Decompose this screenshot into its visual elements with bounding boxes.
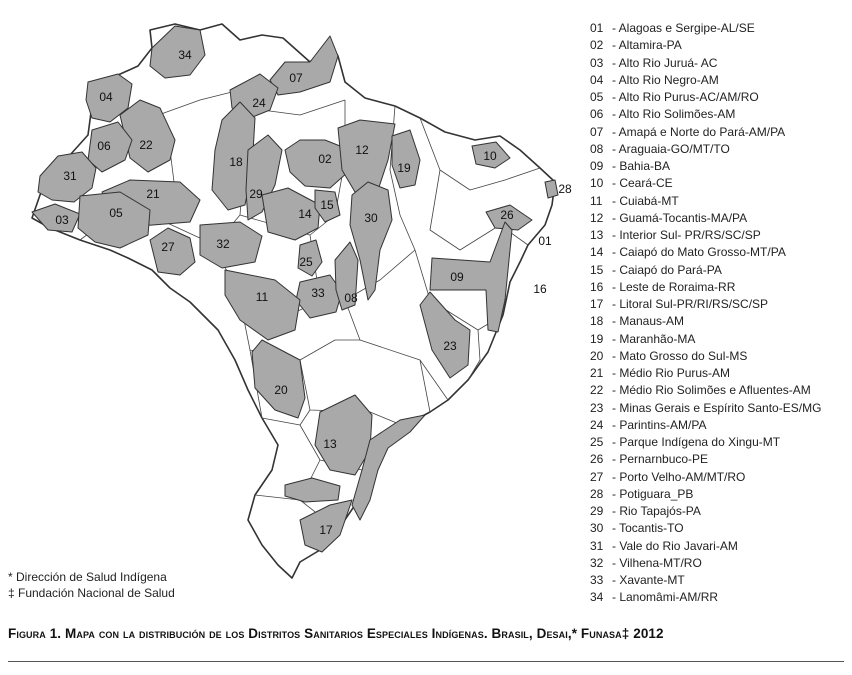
legend-item — [590, 89, 845, 106]
district-label: 20 — [274, 383, 288, 398]
legend-item — [590, 589, 845, 606]
district-label: 09 — [450, 270, 464, 285]
district-label: 08 — [344, 291, 358, 306]
legend-item — [590, 469, 845, 486]
district-label: 22 — [139, 138, 153, 153]
district-label: 02 — [318, 152, 332, 167]
district-label: 06 — [97, 139, 111, 154]
legend-number: 08 — [590, 141, 604, 156]
legend-number: 28 — [590, 486, 604, 501]
legend-number: 16 — [590, 279, 604, 294]
legend-number: 24 — [590, 417, 604, 432]
legend-number: 12 — [590, 210, 604, 225]
legend-number: 26 — [590, 452, 604, 467]
district-label: 33 — [311, 286, 325, 301]
legend-district-name: - Parque Indígena do Xingu-MT — [612, 435, 781, 449]
legend-district-name: - Altamira-PA — [612, 38, 682, 53]
legend-district-name: - Cuiabá-MT — [612, 193, 679, 208]
district-label: 30 — [364, 211, 378, 226]
district-label: 19 — [397, 161, 411, 176]
district-label: 12 — [355, 143, 369, 158]
legend-number: 30 — [590, 521, 604, 536]
legend-district-name: - Alagoas e Sergipe-AL/SE — [612, 21, 755, 35]
legend-number: 07 — [590, 124, 604, 139]
legend-district-name: - Alto Rio Solimões-AM — [612, 107, 736, 122]
legend-district-name: - Guamá-Tocantis-MA/PA — [612, 210, 748, 225]
legend-number: 25 — [590, 435, 604, 449]
legend-item — [590, 296, 845, 313]
legend-number: 13 — [590, 228, 604, 242]
legend-number: 33 — [590, 573, 604, 587]
caption-rule — [8, 661, 844, 662]
legend-district-name: - Alto Rio Negro-AM — [612, 72, 719, 87]
legend-district-name: - Litoral Sul-PR/RI/RS/SC/SP — [612, 297, 769, 311]
legend-item — [590, 279, 845, 296]
district-label: 11 — [255, 290, 269, 305]
district-label: 21 — [146, 187, 160, 202]
legend-number: 03 — [590, 55, 604, 70]
legend-district-name: - Pernarnbuco-PE — [612, 452, 709, 467]
district-label: 23 — [443, 339, 457, 354]
district-label: 14 — [298, 207, 312, 222]
legend-number: 21 — [590, 366, 604, 380]
district-label: 26 — [500, 208, 514, 223]
legend-district-name: - Araguaia-GO/MT/TO — [612, 141, 730, 156]
footnote-funasa: ‡ Fundación Nacional de Salud — [8, 586, 175, 600]
legend-item — [590, 175, 845, 192]
legend-item — [590, 313, 845, 330]
legend-item — [590, 382, 845, 399]
legend-number: 10 — [590, 176, 604, 191]
legend-item — [590, 503, 845, 520]
legend-item — [590, 55, 845, 72]
legend-item — [590, 244, 845, 261]
legend-district-name: - Leste de Roraima-RR — [612, 279, 736, 294]
legend-item — [590, 434, 845, 451]
legend-district-name: - Potiguara_PB — [612, 486, 694, 501]
legend-number: 18 — [590, 314, 604, 329]
legend-item — [590, 124, 845, 141]
legend-item — [590, 400, 845, 417]
legend-number: 01 — [590, 21, 604, 35]
legend-item — [590, 37, 845, 54]
legend-number: 11 — [590, 193, 603, 208]
legend-district-name: - Mato Grosso do Sul-MS — [612, 348, 748, 363]
legend-district-name: - Minas Gerais e Espírito Santo-ES/MG — [612, 400, 822, 415]
legend-item — [590, 227, 845, 244]
legend-number: 32 — [590, 555, 604, 570]
legend-item — [590, 555, 845, 572]
legend-number: 15 — [590, 262, 604, 277]
legend-number: 04 — [590, 72, 604, 87]
legend-number: 19 — [590, 331, 604, 346]
legend-number: 31 — [590, 538, 604, 553]
legend-district-name: - Médio Rio Solimões e Afluentes-AM — [612, 383, 811, 398]
district-label: 34 — [178, 48, 192, 63]
footnote-dsei: * Dirección de Salud Indígena — [8, 570, 167, 584]
district-legend — [590, 20, 845, 607]
legend-item — [590, 572, 845, 589]
legend-district-name: - Bahia-BA — [612, 159, 671, 173]
legend-number: 20 — [590, 348, 604, 363]
legend-item — [590, 193, 845, 210]
legend-district-name: - Parintins-AM/PA — [612, 417, 707, 432]
district-label: 10 — [483, 149, 497, 164]
legend-item — [590, 106, 845, 123]
legend-number: 02 — [590, 38, 604, 53]
legend-item — [590, 365, 845, 382]
legend-item — [590, 538, 845, 555]
legend-number: 17 — [590, 297, 604, 311]
legend-district-name: - Rio Tapajós-PA — [612, 504, 701, 518]
legend-number: 23 — [590, 400, 604, 415]
district-label: 18 — [229, 155, 243, 170]
legend-district-name: - Interior Sul- PR/RS/SC/SP — [612, 228, 761, 242]
legend-number: 09 — [590, 159, 604, 173]
legend-item — [590, 72, 845, 89]
legend-item — [590, 417, 845, 434]
legend-item — [590, 486, 845, 503]
district-label: 25 — [299, 255, 313, 270]
legend-district-name: - Vilhena-MT/RO — [612, 555, 702, 570]
legend-number: 27 — [590, 469, 604, 484]
legend-item — [590, 348, 845, 365]
legend-item — [590, 262, 845, 279]
legend-number: 22 — [590, 383, 604, 398]
legend-district-name: - Manaus-AM — [612, 314, 685, 329]
district-label: 28 — [558, 182, 572, 197]
legend-number: 29 — [590, 504, 604, 518]
figure-caption: Figura 1. Mapa con la distribución de los Distritos Sanitarios Especiales Indígenas. Brasil, Desai,* Funasa‡ 2012 — [8, 626, 664, 641]
legend-item — [590, 451, 845, 468]
legend-district-name: - Porto Velho-AM/MT/RO — [612, 469, 746, 484]
legend-district-name: - Lanomâmi-AM/RR — [612, 590, 719, 605]
legend-district-name: - Ceará-CE — [612, 176, 673, 191]
legend-number: 06 — [590, 107, 604, 122]
district-label: 13 — [323, 437, 337, 452]
legend-item — [590, 158, 845, 175]
district-label: 32 — [216, 237, 230, 252]
legend-item — [590, 141, 845, 158]
district-label: 27 — [161, 240, 175, 255]
legend-district-name: - Tocantis-TO — [612, 521, 684, 536]
district-label: 05 — [109, 206, 123, 221]
district-label: 31 — [63, 169, 77, 184]
legend-district-name: - Xavante-MT — [612, 573, 685, 587]
footnotes — [8, 569, 175, 601]
district-label: 03 — [55, 213, 69, 228]
legend-district-name: - Maranhão-MA — [612, 331, 696, 346]
legend-number: 14 — [590, 245, 604, 260]
district-label: 16 — [533, 282, 547, 297]
legend-item — [590, 20, 845, 37]
district-label: 04 — [99, 90, 113, 105]
legend-district-name: - Alto Rio Juruá- AC — [612, 55, 718, 70]
district-label: 01 — [538, 234, 552, 249]
legend-district-name: - Caiapó do Pará-PA — [612, 262, 722, 277]
district-label: 17 — [319, 523, 333, 538]
district-label: 07 — [289, 71, 303, 86]
legend-number: 34 — [590, 590, 604, 605]
legend-item — [590, 520, 845, 537]
district-label: 15 — [320, 198, 334, 213]
legend-item — [590, 210, 845, 227]
legend-number: 05 — [590, 90, 604, 104]
district-label: 29 — [249, 187, 263, 202]
legend-district-name: - Caiapó do Mato Grosso-MT/PA — [612, 245, 786, 260]
legend-district-name: - Alto Rio Purus-AC/AM/RO — [612, 90, 759, 104]
legend-district-name: - Vale do Rio Javari-AM — [612, 538, 738, 553]
legend-district-name: - Médio Rio Purus-AM — [612, 366, 731, 380]
legend-item — [590, 331, 845, 348]
district-label: 24 — [252, 96, 266, 111]
legend-district-name: - Amapá e Norte do Pará-AM/PA — [612, 124, 786, 139]
